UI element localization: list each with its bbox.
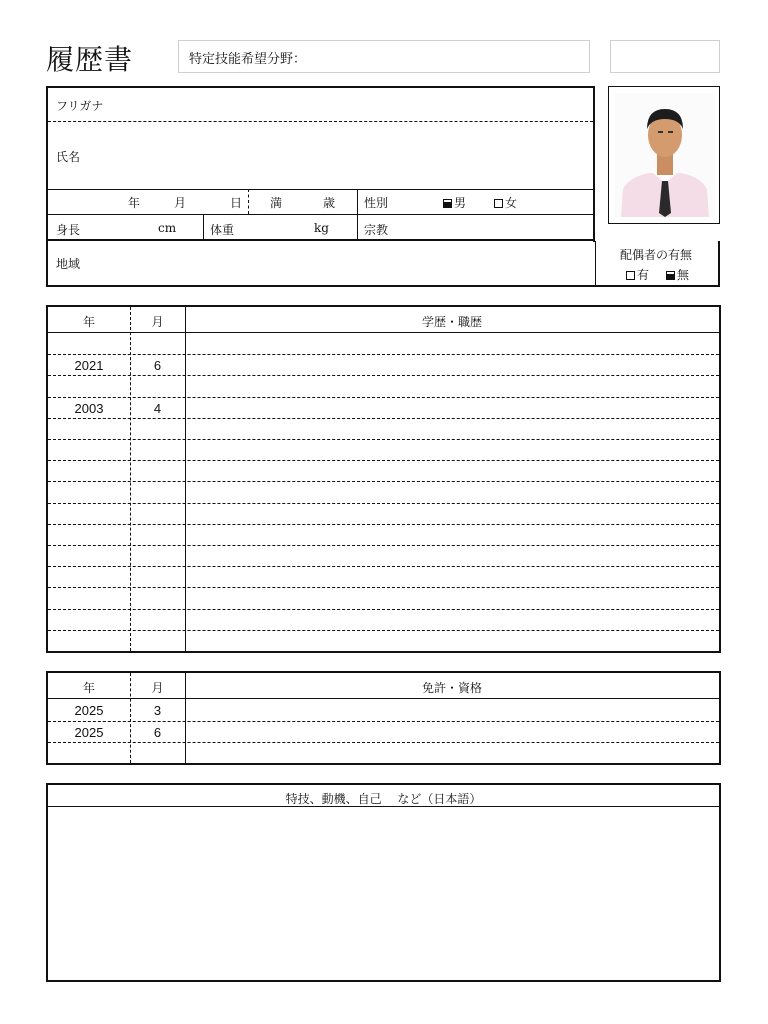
weight-label: 体重 [210,223,235,237]
region-section [46,241,720,287]
religion-label: 宗教 [364,223,389,237]
name-label: 氏名 [56,150,81,164]
license-content-cell[interactable] [186,721,719,743]
female-label: 女 [505,196,518,210]
history-content-cell[interactable] [186,333,719,354]
history-content-cell[interactable] [186,524,719,545]
male-label: 男 [454,196,467,210]
height-label: 身長 [56,223,81,237]
history-content-cell[interactable] [186,503,719,524]
license-content-cell[interactable] [186,742,719,764]
sex-label: 性別 [364,196,389,210]
skills-header: 特技、動機、自己 など（日本語） [285,792,482,806]
spouse-yes-label: 有 [637,268,650,282]
history-month-header: 月 [151,315,164,329]
history-content-header: 学歴・職歴 [421,315,482,329]
license-year-cell[interactable]: 2025 [74,724,104,740]
history-month-cell[interactable]: 4 [153,400,162,416]
license-year-header: 年 [82,681,95,695]
history-content-cell[interactable] [186,587,719,608]
license-month-cell[interactable]: 6 [153,724,162,740]
history-month-cell[interactable]: 6 [153,358,162,374]
birth-day-label: 日 [230,196,243,210]
person-photo-icon [615,93,715,217]
history-content-cell[interactable] [186,481,719,502]
desired-field-box[interactable] [178,40,590,73]
female-option[interactable] [494,194,517,211]
spouse-yes-checkbox[interactable] [626,271,635,280]
spouse-yes-option[interactable] [626,266,649,283]
license-month-header: 月 [151,681,164,695]
skills-section [46,783,721,982]
history-table [46,305,721,653]
history-content-cell[interactable] [186,375,719,396]
license-month-cell[interactable]: 3 [153,703,162,718]
history-year-cell[interactable]: 2021 [74,358,104,374]
applicant-photo [608,86,720,224]
license-content-cell[interactable] [186,699,719,721]
desired-field-label: 特定技能希望分野： [189,52,307,67]
history-year-cell[interactable]: 2003 [74,400,104,416]
license-year-cell[interactable]: 2025 [74,703,104,718]
license-table [46,671,721,765]
history-content-cell[interactable] [186,630,719,651]
male-option[interactable] [443,194,466,211]
history-year-header: 年 [82,315,95,329]
spouse-no-option[interactable] [666,266,689,283]
personal-info-section [46,86,595,241]
history-content-cell[interactable] [186,397,719,418]
spouse-label: 配偶者の有無 [620,248,693,262]
birth-year-label: 年 [128,196,141,210]
spouse-no-checkbox[interactable] [666,271,675,280]
spouse-no-label: 無 [677,268,690,282]
license-content-header: 免許・資格 [421,681,482,695]
blank-box[interactable] [610,40,720,73]
history-content-cell[interactable] [186,418,719,439]
history-content-cell[interactable] [186,545,719,566]
history-content-cell[interactable] [186,609,719,630]
man-label: 満 [270,196,283,210]
furigana-label: フリガナ [56,99,104,113]
skills-text-area[interactable] [48,807,719,980]
male-checkbox[interactable] [443,199,452,208]
history-content-cell[interactable] [186,566,719,587]
height-unit: cm [158,221,177,235]
birth-month-label: 月 [174,196,187,210]
weight-unit: kg [314,221,329,235]
female-checkbox[interactable] [494,199,503,208]
history-content-cell[interactable] [186,354,719,375]
age-label: 歳 [323,196,336,210]
region-label: 地域 [56,257,81,271]
history-content-cell[interactable] [186,460,719,481]
history-content-cell[interactable] [186,439,719,460]
page-title: 履歴書 [46,43,134,76]
